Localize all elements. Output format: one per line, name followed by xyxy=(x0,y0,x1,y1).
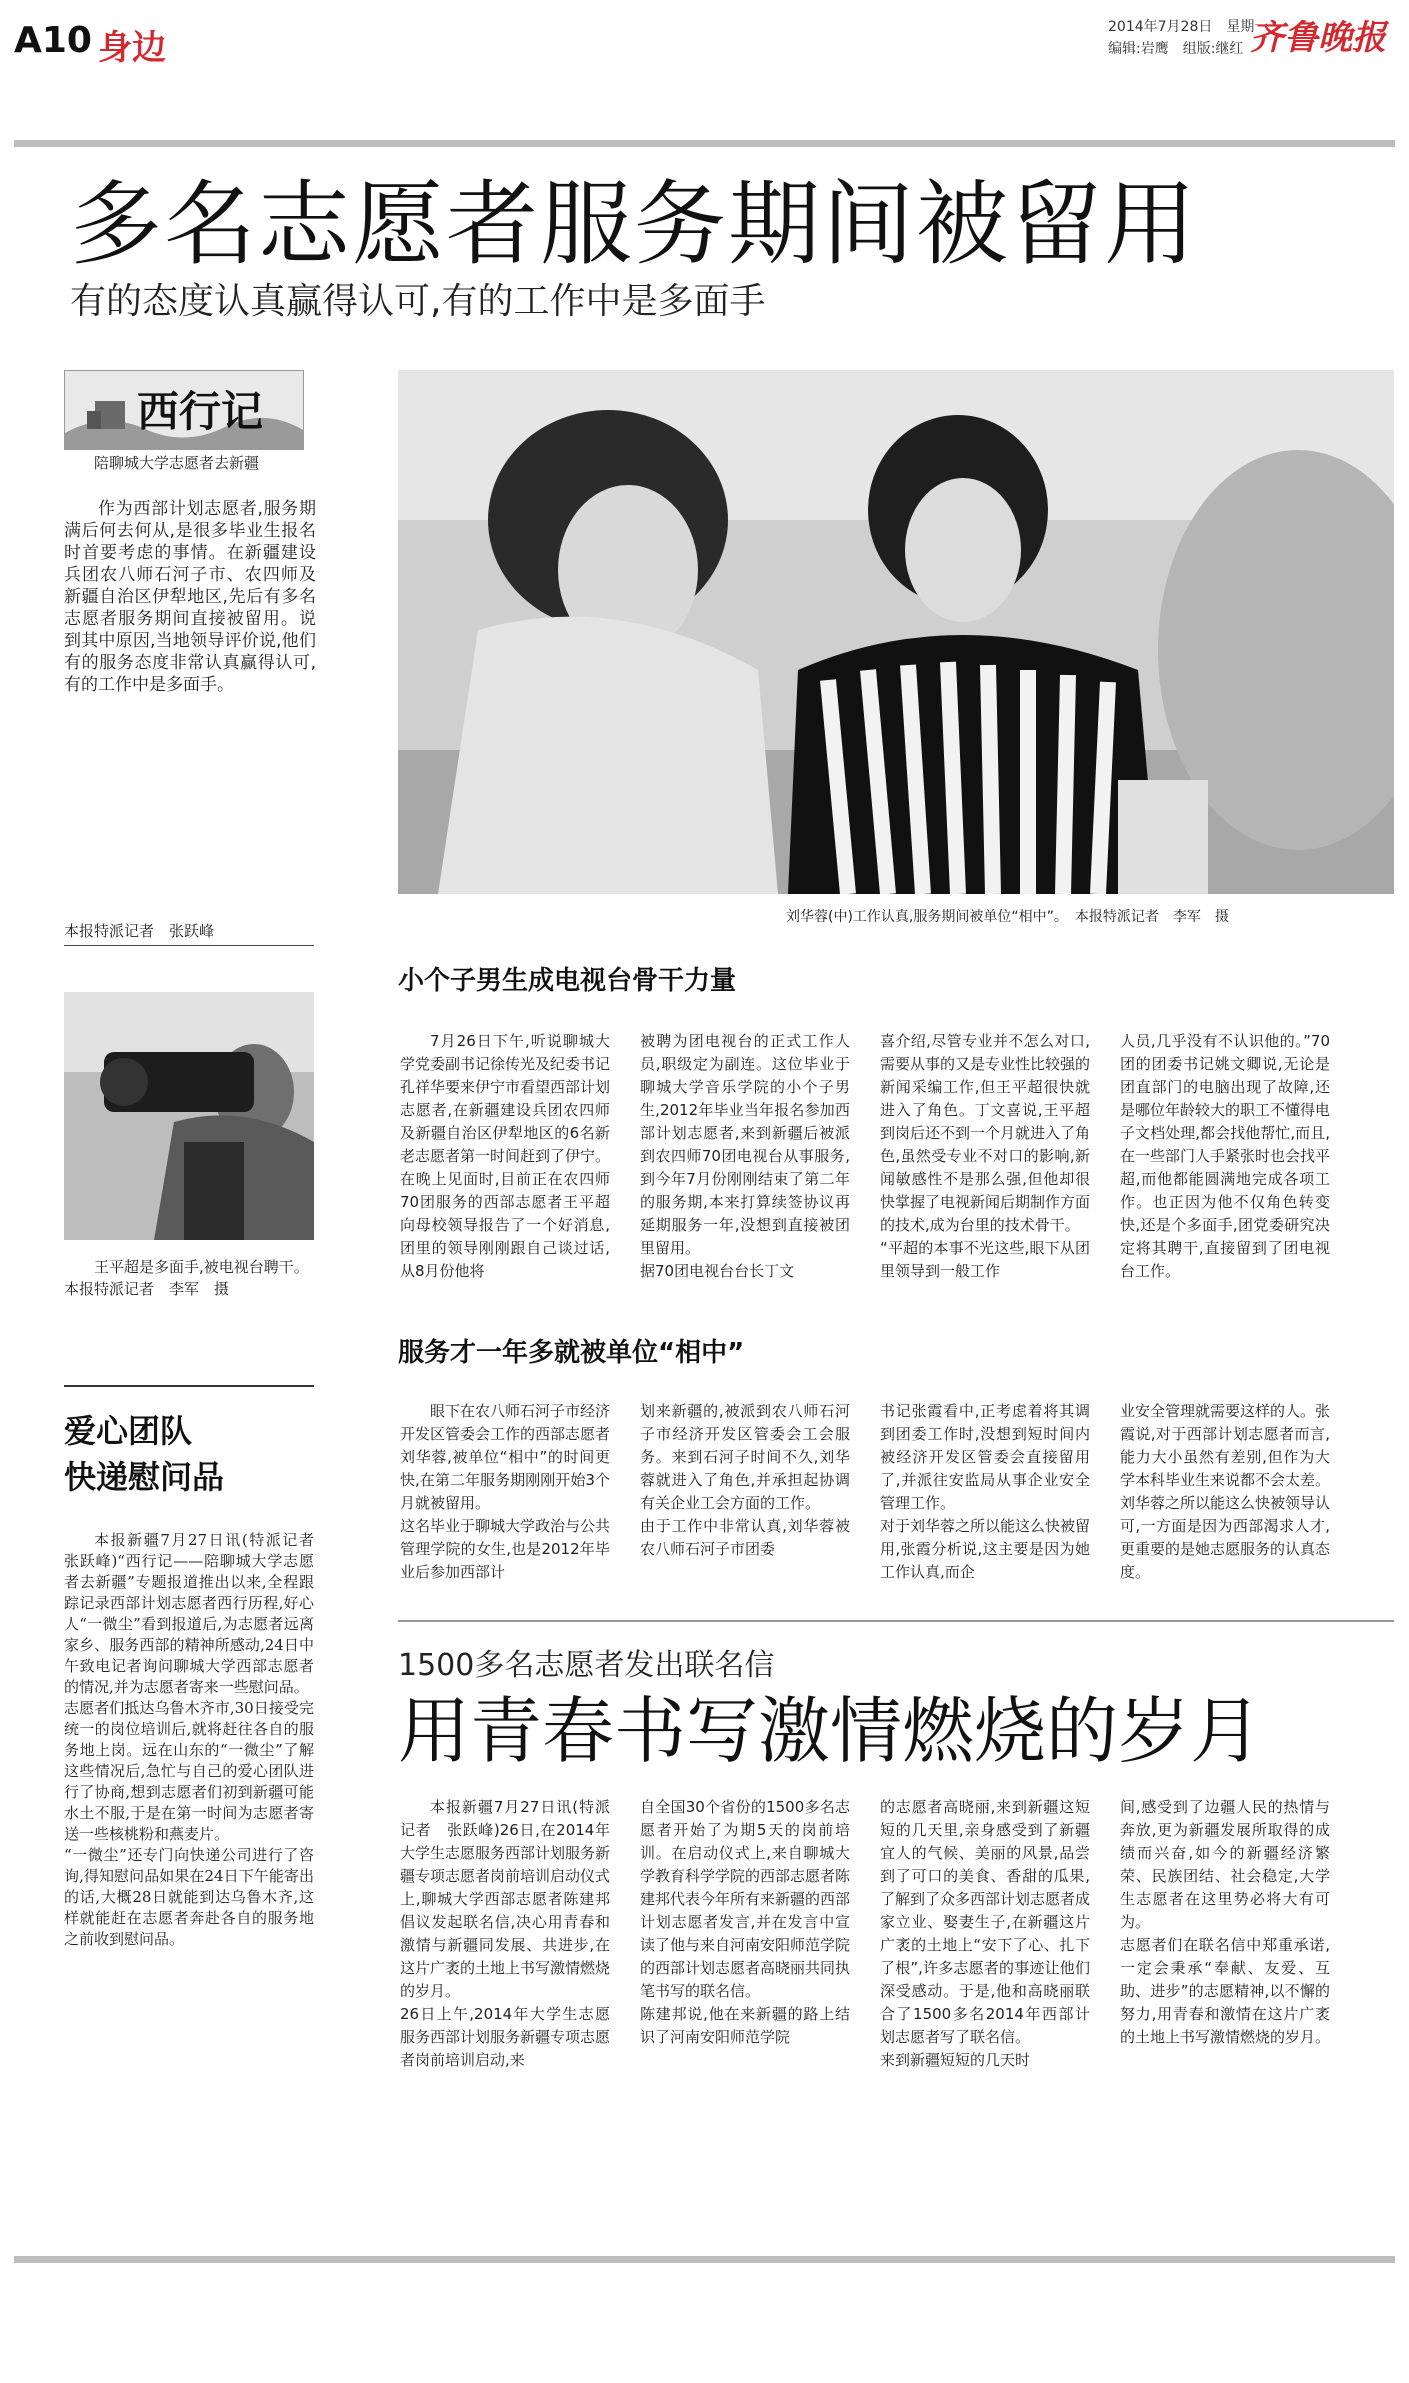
story2-col3: 的志愿者高晓丽,来到新疆这短短的几天里,亲身感受到了新疆宜人的气候、美丽的风景,品尝到了可口的美食、香甜的瓜果,了解到了众多西部计划志愿者成家立业、娶妻生子,在新疆这片广袤的土地上“安下了心、扎下了根”,许多志愿者的事迹让他们深受感动。于是,他和高晓丽联合了1500多名2014年西部计划志愿者写了联名信。 来到新疆短短的几天时 xyxy=(880,1798,1091,2069)
sidebar-top-rule xyxy=(64,1385,314,1387)
story2-col1: 本报新疆7月27日讯(特派记者 张跃峰)26日,在2014年大学生志愿服务西部计划服务新疆专项志愿者岗前培训启动仪式上,聊城大学西部志愿者陈建邦倡议发起联名信,决心用青春和激情与新疆同发展、共进步,在这片广袤的土地上书写激情燃烧的岁月。 26日上午,2014年大学生志愿服务西部计划服务新疆专项志愿者岗前培训启动,来 xyxy=(400,1798,611,2069)
main-headline: 多名志愿者服务期间被留用 xyxy=(70,171,1199,278)
section2-heading: 服务才一年多就被单位“相中” xyxy=(398,1338,745,1368)
story2-col4: 间,感受到了边疆人民的热情与奔放,更为新疆发展所取得的成绩而兴奋,如今的新疆经济繁荣、民族团结、社会稳定,大学生志愿者在这里势必将大有可为。 志愿者们在联名信中郑重承诺,一定会秉承“奉献、友爱、互助、进步”的志愿精神,以不懈的努力,用青春和激情在这片广袤的土地上书写激情燃烧的岁月。 xyxy=(1120,1798,1331,2046)
small-photo xyxy=(64,992,314,1240)
story2-kicker: 1500多名志愿者发出联名信 xyxy=(398,1648,775,1683)
top-rule xyxy=(14,140,1395,147)
section2-col2: 划来新疆的,被派到农八师石河子市经济开发区管委会工会服务。来到石河子时间不久,刘华蓉就进入了角色,并承担起协调有关企业工会方面的工作。 由于工作中非常认真,刘华蓉被农八师石河子市团委 xyxy=(640,1402,850,1558)
section2-col3: 书记张霞看中,正考虑着将其调到团委工作时,没想到短时间内被经济开发区管委会直接留用了,并派往安监局从事企业安全管理工作。 对于刘华蓉之所以能这么快被留用,张霞分析说,这主要是因为她工作认真,而企 xyxy=(880,1402,1091,1581)
byline: 本报特派记者 张跃峰 xyxy=(64,922,215,940)
sidebar-heading-line2: 快递慰问品 xyxy=(64,1458,225,1496)
paper-name: 齐鲁晚报 xyxy=(1250,18,1386,58)
editor-line: 编辑:岩鹰 组版:继红 xyxy=(1108,41,1244,57)
sidebar-body: 本报新疆7月27日讯(特派记者 张跃峰)“西行记——陪聊城大学志愿者去新疆”专题报道推出以来,全程跟踪记录西部计划志愿者西行历程,好心人“一微尘”看到报道后,为志愿者远离家乡、服务西部的精神所感动,24日中午致电记者询问聊城大学西部志愿者的情况,并为志愿者寄来一些慰问品。 志愿者们抵达乌鲁木齐市,30日接受完统一的岗位培训后,就将赶往各自的服务地上岗。远在山东的“一微尘”了解这些情况后,急忙与自己的爱心团队进行了协商,想到志愿者们初到新疆可能水土不服,于是在第一时间为志愿者寄送一些核桃粉和燕麦片。 “一微尘”还专门向快递公司进行了咨询,得知慰问品如果在24日下午能寄出的话,大概28日就能到达乌鲁木齐,这样就能赶在志愿者奔赴各自的服务地之前收到慰问品。 xyxy=(64,1531,314,1948)
page-number: A10 xyxy=(14,20,92,61)
date-line: 2014年7月28日 星期一 xyxy=(1108,19,1269,35)
main-subtitle: 有的态度认真赢得认可,有的工作中是多面手 xyxy=(70,281,766,322)
sidebar-heading-line1: 爱心团队 xyxy=(64,1412,193,1450)
section1-col4: 人员,几乎没有不认识他的。”70团的团委书记姚文卿说,无论是团直部门的电脑出现了故障,还是哪位年龄较大的职工不懂得电子文档处理,都会找他帮忙,而且,在一些部门人手紧张时也会找平超,而他都能圆满地完成各项工作。也正因为他不仅角色转变快,还是个多面手,团党委研究决定将其聘干,直接留到了团电视台工作。 xyxy=(1120,1032,1331,1280)
section1-heading: 小个子男生成电视台骨干力量 xyxy=(398,966,737,996)
small-photo-caption: 王平超是多面手,被电视台聘干。 本报特派记者 李军 摄 xyxy=(64,1258,317,1298)
column-logo-title: 西行记 xyxy=(137,387,264,436)
volunteers-photo xyxy=(398,370,1394,894)
story2-title: 用青春书写激情燃烧的岁月 xyxy=(398,1689,1263,1773)
section2-col1: 眼下在农八师石河子市经济开发区管委会工作的西部志愿者刘华蓉,被单位“相中”的时间更快,在第二年服务期刚刚开始3个月就被留用。 这名毕业于聊城大学政治与公共管理学院的女生,也是2012年毕业后参加西部计 xyxy=(400,1402,611,1581)
byline-rule xyxy=(64,945,314,946)
section1-col2: 被聘为团电视台的正式工作人员,职级定为副连。这位毕业于聊城大学音乐学院的小个子男生,2012年毕业当年报名参加西部计划志愿者,来到新疆后被派到农四师70团电视台从事服务,到今年7月份刚刚结束了第二年的服务期,本来打算续签协议再延期服务一年,没想到直接被团里留用。 据70团电视台台长丁文 xyxy=(640,1032,850,1280)
section2-col4: 业安全管理就需要这样的人。张霞说,对于西部计划志愿者而言,能力大小虽然有差别,但作为大学本科毕业生来说都不会太差。刘华蓉之所以能这么快被领导认可,一方面是因为西部渴求人才,更重要的是她志愿服务的认真态度。 xyxy=(1120,1402,1331,1581)
bottom-rule xyxy=(14,2256,1395,2263)
column-logo xyxy=(64,370,304,450)
section1-col1: 7月26日下午,听说聊城大学党委副书记徐传光及纪委书记孔祥华要来伊宁市看望西部计划志愿者,在新疆建设兵团农四师及新疆自治区伊犁地区的6名新老志愿者第一时间赶到了伊宁。 在晚上见面时,目前正在农四师70团服务的西部志愿者王平超向母校领导报告了一个好消息,团里的领导刚刚跟自己谈过话,从8月份他将 xyxy=(400,1032,611,1280)
story2-col2: 自全国30个省份的1500多名志愿者开始了为期5天的岗前培训。在启动仪式上,来自聊城大学教育科学学院的西部志愿者陈建邦代表今年所有来新疆的西部计划志愿者发言,并在发言中宣读了他与来自河南安阳师范学院的西部计划志愿者高晓丽共同执笔书写的联名信。 陈建邦说,他在来新疆的路上结识了河南安阳师范学院 xyxy=(640,1798,851,2046)
page-header xyxy=(0,0,1409,70)
section1-col3: 喜介绍,尽管专业并不怎么对口,需要从事的又是专业性比较强的新闻采编工作,但王平超很快就进入了角色。丁文喜说,王平超到岗后还不到一个月就进入了角色,虽然受专业不对口的影响,新闻敏感性不是那么强,但他却很快掌握了电视新闻后期制作方面的技术,成为台里的技术骨干。 “平超的本事不光这些,眼下从团里领导到一般工作 xyxy=(880,1032,1091,1280)
main-photo-caption: 刘华蓉(中)工作认真,服务期间被单位“相中”。 本报特派记者 李军 摄 xyxy=(786,909,1229,925)
column-logo-tagline: 陪聊城大学志愿者去新疆 xyxy=(94,454,260,472)
main-photo xyxy=(398,370,1394,894)
story2-rule xyxy=(398,1620,1394,1622)
section-name: 身边 xyxy=(98,28,166,68)
cameraman-photo xyxy=(64,992,314,1240)
intro-text: 作为西部计划志愿者,服务期满后何去何从,是很多毕业生报名时首要考虑的事情。在新疆建设兵团农八师石河子市、农四师及新疆自治区伊犁地区,先后有多名志愿者服务期间直接被留用。说到其中原因,当地领导评价说,他们有的服务态度非常认真赢得认可,有的工作中是多面手。 xyxy=(64,499,316,695)
